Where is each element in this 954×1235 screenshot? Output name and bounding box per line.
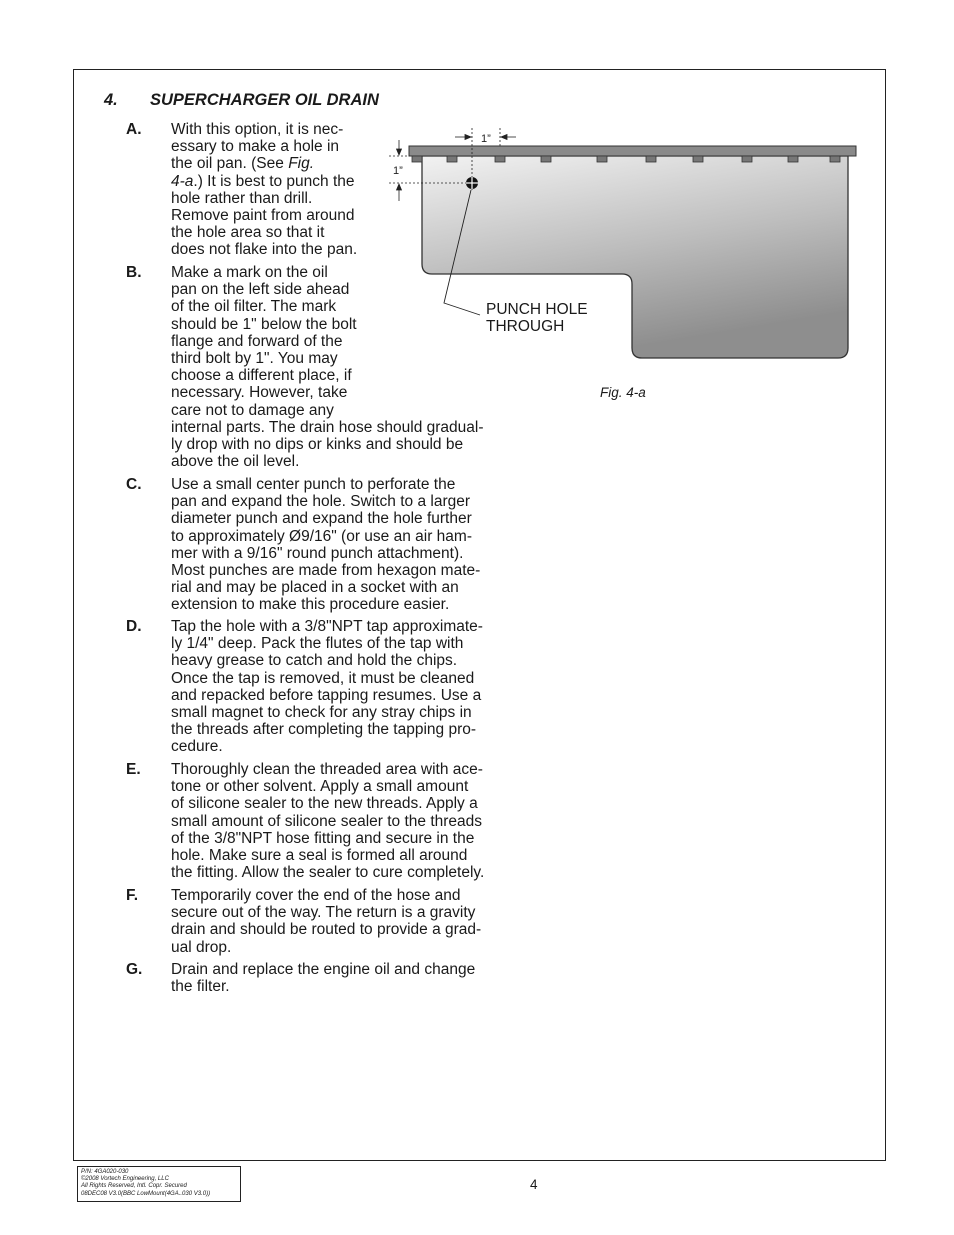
step-letter: A. bbox=[126, 121, 142, 138]
step-letter: B. bbox=[126, 264, 142, 281]
step-g bbox=[126, 961, 475, 995]
fig-reference: 4-a bbox=[171, 172, 194, 190]
step-letter: E. bbox=[126, 761, 141, 778]
dimension-label-horizontal: 1” bbox=[481, 133, 491, 145]
page-number: 4 bbox=[530, 1177, 538, 1192]
step-text: Temporarily cover the end of the hose and secure out of the way. The return is a gravity drain and should be routed to provide a grad- ual drop. bbox=[171, 887, 482, 956]
step-letter: D. bbox=[126, 618, 142, 635]
oil-pan-figure bbox=[380, 122, 870, 372]
step-text-part: With this option, it is nec- essary to make a hole in the oil pan. (See bbox=[171, 121, 344, 173]
step-text: Make a mark on the oil pan on the left side ahead of the oil filter. The mark should be 1" below the bolt flange and forward of the third bolt by 1". You may choose a different place, if necessary. However, take care not to damage any internal parts. The drain hose should gradual- ly drop with no dips or kinks and should be above the oil level. bbox=[171, 264, 484, 471]
step-letter: C. bbox=[126, 476, 142, 493]
revision-line: 08DEC08 V3.0(BBC LowMount(4GA..030 V3.0)) bbox=[81, 1190, 211, 1197]
copyright-line: ©2008 Vortech Engineering, LLC bbox=[81, 1176, 169, 1183]
bolt-flange bbox=[409, 146, 856, 156]
section-heading bbox=[104, 91, 379, 110]
fig-reference: Fig. bbox=[288, 155, 315, 173]
rights-line: All Rights Reserved, Intl. Copr. Secured bbox=[81, 1183, 187, 1190]
step-text: Use a small center punch to perforate the pan and expand the hole. Switch to a larger diameter punch and expand the hole further to approximately Ø9/16" (or use an air ham- mer with a 9/16" round punch attachment). Most punches are made from hexagon mate- rial and may be placed in a socket with an extension to make this procedure easier. bbox=[171, 476, 481, 614]
dimension-label-vertical: 1” bbox=[393, 165, 403, 177]
step-c bbox=[126, 476, 480, 614]
section-number: 4. bbox=[104, 91, 118, 109]
step-letter: G. bbox=[126, 961, 143, 978]
step-f bbox=[126, 887, 481, 956]
punch-hole-marker bbox=[466, 177, 478, 189]
step-text-part: .) It is best to punch the hole rather than drill. Remove paint from around the hole area so that it does not flake into the pan. bbox=[171, 172, 358, 259]
copyright-box bbox=[77, 1166, 241, 1202]
callout-line-1: PUNCH HOLE bbox=[486, 301, 588, 318]
step-text: Tap the hole with a 3/8"NPT tap approximate- ly 1/4" deep. Pack the flutes of the tap with heavy grease to catch and hold the chips. Once the tap is removed, it must be cleaned and repacked before tapping resumes. Use a small magnet to check for any stray chips in the threads after completing the tapping pro- cedure. bbox=[171, 618, 483, 756]
step-d bbox=[126, 618, 483, 756]
section-title: SUPERCHARGER OIL DRAIN bbox=[150, 91, 379, 109]
step-text: Drain and replace the engine oil and change the filter. bbox=[171, 961, 476, 996]
figure-caption: Fig. 4-a bbox=[600, 385, 646, 400]
step-a bbox=[126, 121, 357, 259]
step-text bbox=[171, 121, 357, 259]
part-number: P/N: 4GA020-030 bbox=[81, 1169, 129, 1175]
step-e bbox=[126, 761, 484, 881]
step-letter: F. bbox=[126, 887, 139, 904]
step-text: Thoroughly clean the threaded area with ace- tone or other solvent. Apply a small amount of silicone sealer to the new threads. Apply a small amount of silicone sealer to the threads of the 3/8"NPT hose fitting and secure in the hole. Make sure a seal is formed all around the fitting. Allow the sealer to cure completely. bbox=[171, 761, 485, 882]
callout-line-2: THROUGH bbox=[486, 318, 565, 335]
